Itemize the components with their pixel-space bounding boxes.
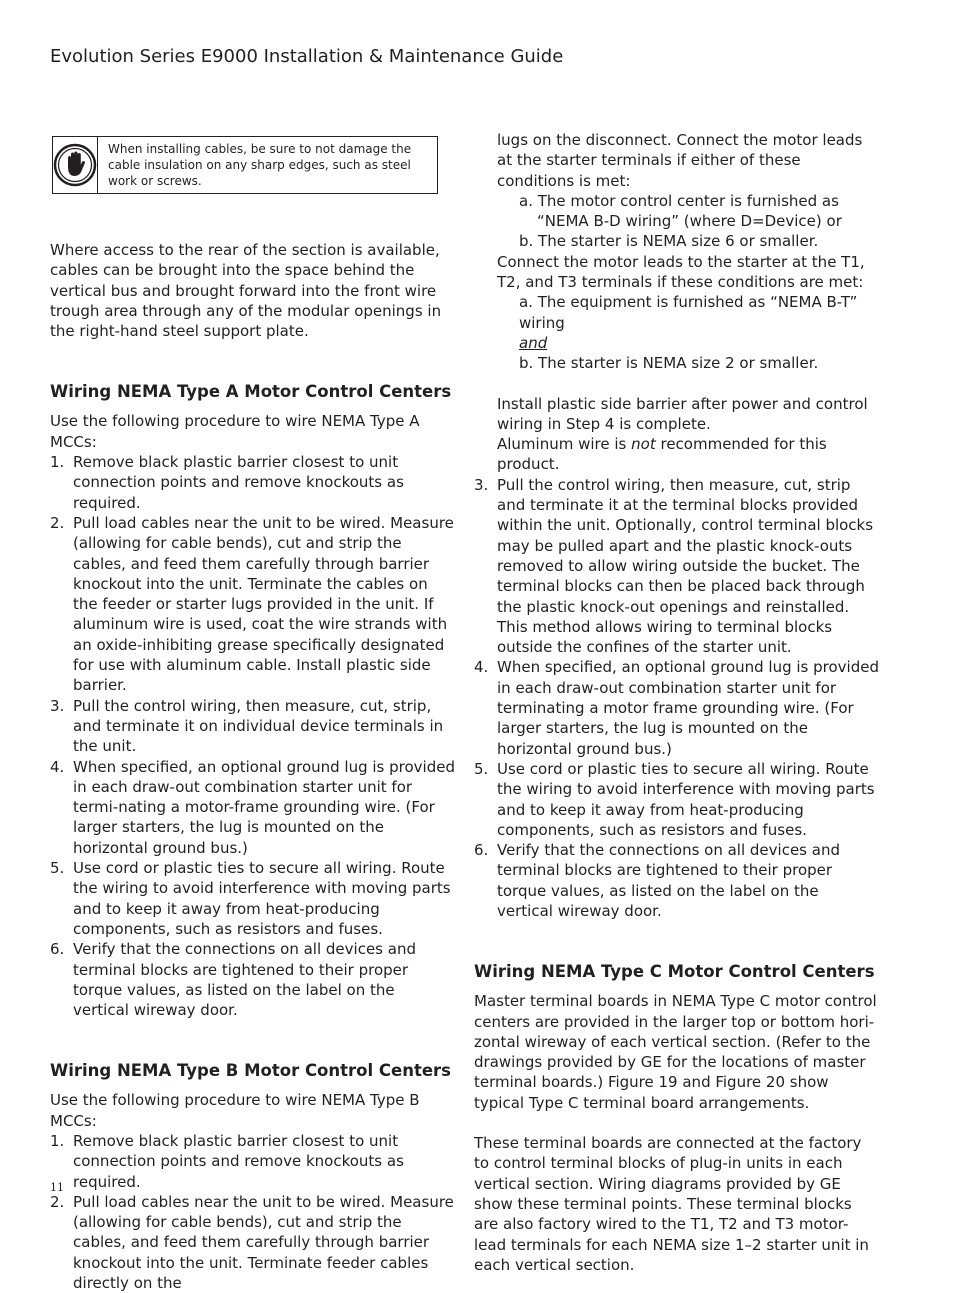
condition-1a-continued: “NEMA B-D wiring” (where D=Device) or — [537, 212, 842, 231]
step-number: 1. — [50, 1131, 65, 1150]
step-text: Remove black plastic barrier closest to unit connection points and remove knockouts as required. — [73, 453, 404, 512]
step-text: When specified, an optional ground lug is provided in each draw-out combination starter unit for termi-nating a motor-frame grounding wire. (For larger starters, the lug is mounted on the horizontal ground bus.) — [73, 757, 455, 857]
type-a-lead: Use the following procedure to wire NEMA Type A MCCs: — [50, 412, 420, 451]
step-text: Pull load cables near the unit to be wired. Measure (allowing for cable bends), cut and strip the cables, and feed them carefully through barrier knockout into the unit. Terminate feeder cables directly on the — [73, 1192, 454, 1293]
step-number: 3. — [474, 475, 489, 494]
list-item — [50, 513, 455, 696]
list-item — [50, 696, 455, 757]
type-b-lead: Use the following procedure to wire NEMA Type B MCCs: — [50, 1091, 420, 1130]
and-emphasis: and — [519, 333, 548, 352]
step-text: Remove black plastic barrier closest to unit connection points and remove knockouts as required. — [73, 1131, 404, 1191]
aluminum-note-not: not — [631, 435, 656, 454]
list-item — [50, 1131, 455, 1192]
step-number: 5. — [474, 759, 489, 778]
condition-1b: b. The starter is NEMA size 6 or smaller. — [519, 232, 819, 251]
list-item — [50, 452, 455, 513]
aluminum-note-pre: Aluminum wire is — [497, 435, 632, 454]
caution-text: When installing cables, be sure to not damage the cable insulation on any sharp edges, such as steel work or screws. — [108, 142, 412, 188]
step-text: When specified, an optional ground lug is provided in each draw-out combination starter unit for terminating a motor frame grounding wire. (For larger starters, the lug is mounted on the horizontal ground bus.) — [497, 658, 879, 758]
list-item — [474, 759, 879, 840]
left-column — [50, 240, 455, 1293]
condition-2a: a. The equipment is furnished as “NEMA B-T” wiring — [519, 293, 858, 332]
section-type-b — [50, 1060, 455, 1293]
section-type-c — [474, 961, 879, 1275]
condition-1a: a. The motor control center is furnished as — [519, 191, 839, 210]
heading-type-c: Wiring NEMA Type C Motor Control Centers — [474, 962, 875, 982]
step-number: 1. — [50, 453, 65, 472]
step-text: Verify that the connections on all devices and terminal blocks are tightened to their proper torque values, as listed on the label on the vertical wireway door. — [73, 940, 416, 1020]
step-number: 2. — [50, 513, 65, 532]
type-c-paragraph-2: These terminal boards are connected at the factory to control terminal blocks of plug-in units in each vertical section. Wiring diagrams provided by GE show these terminal points. These terminal blocks are also factory wired to the T1, T2 and T3 motor-lead terminals for each NEMA size 1–2 starter unit in each vertical section. — [474, 1134, 869, 1274]
list-item — [50, 858, 455, 939]
step-text: Pull the control wiring, then measure, cut, strip and terminate it at the terminal blocks provided within the unit. Optionally, control terminal blocks may be pulled apart and the plastic knock-outs removed to allow wiring outside the bucket. The terminal blocks can then be placed back through the plastic knock-out openings and reinstalled. This method allows wiring to terminal blocks outside the confines of the starter unit. — [497, 475, 874, 657]
heading-type-b: Wiring NEMA Type B Motor Control Centers — [50, 1061, 451, 1081]
list-item — [474, 475, 879, 658]
type-b-continuation: lugs on the disconnect. Connect the motor leads at the starter terminals if either of these conditions is met: — [497, 131, 863, 190]
condition-2b: b. The starter is NEMA size 2 or smaller. — [519, 354, 819, 373]
step-text: Use cord or plastic ties to secure all wiring. Route the wiring to avoid interference with moving parts and to keep it away from heat-producing components, such as resistors and fuses. — [73, 859, 451, 938]
step-text: Pull the control wiring, then measure, cut, strip, and terminate it on individual device terminals in the unit. — [73, 696, 444, 756]
step-text: Verify that the connections on all devices and terminal blocks are tightened to their proper torque values, as listed on the label on the vertical wireway door. — [497, 841, 840, 920]
list-item — [50, 757, 455, 858]
step-number: 6. — [474, 841, 489, 860]
list-item — [50, 1192, 455, 1293]
step-text: Use cord or plastic ties to secure all wiring. Route the wiring to avoid interference with moving parts and to keep it away from heat-producing components, such as resistors and fuses. — [497, 759, 875, 839]
type-c-paragraph-1: Master terminal boards in NEMA Type C motor control centers are provided in the larger top or bottom hori-zontal wireway of each vertical section. (Refer to the drawings provided by GE for the locations of master terminal boards.) Figure 19 and Figure 20 show typical Type C terminal board arrangements. — [474, 992, 877, 1112]
hand-stop-icon — [53, 143, 97, 187]
caution-icon-cell — [53, 137, 98, 193]
step-text: Pull load cables near the unit to be wired. Measure (allowing for cable bends), cut and strip the cables, and feed them carefully through barrier knockout into the unit. Terminate the cables on the feeder or starter lugs provided in the unit. If aluminum wire is used, coat the wire strands with an oxide-inhibiting grease specifically designated for use with aluminum cable. Install plastic side barrier. — [73, 513, 454, 695]
list-item — [50, 939, 455, 1020]
list-item — [474, 657, 879, 758]
caution-notice — [52, 136, 438, 194]
type-b-steps — [50, 1131, 455, 1293]
step-number: 5. — [50, 859, 65, 878]
list-item — [474, 840, 879, 921]
page-number: 11 — [50, 1181, 64, 1194]
section-type-a — [50, 381, 455, 1020]
page-header-title: Evolution Series E9000 Installation & Maintenance Guide — [50, 46, 564, 67]
step-number: 2. — [50, 1192, 65, 1211]
aluminum-note-post: recommended for this product. — [497, 435, 827, 474]
spacer — [474, 374, 879, 394]
t-terminals-paragraph: Connect the motor leads to the starter at the T1, T2, and T3 terminals if these conditions are met: — [497, 252, 865, 292]
heading-type-a: Wiring NEMA Type A Motor Control Centers — [50, 382, 452, 402]
aluminum-note — [474, 434, 879, 475]
step-number: 3. — [50, 696, 65, 715]
rear-access-paragraph: Where access to the rear of the section is available, cables can be brought into the space behind the vertical bus and brought forward into the front wire trough area through any of the modular openings in the right-hand steel support plate. — [50, 241, 442, 341]
condition-2-and — [474, 333, 879, 353]
right-column — [474, 130, 879, 1275]
step-number: 4. — [474, 658, 489, 677]
side-barrier-note: Install plastic side barrier after power and control wiring in Step 4 is complete. — [497, 394, 868, 433]
step-number: 6. — [50, 940, 65, 959]
step-number: 4. — [50, 757, 65, 776]
type-a-steps — [50, 452, 455, 1020]
type-b-steps-continued — [474, 475, 879, 922]
